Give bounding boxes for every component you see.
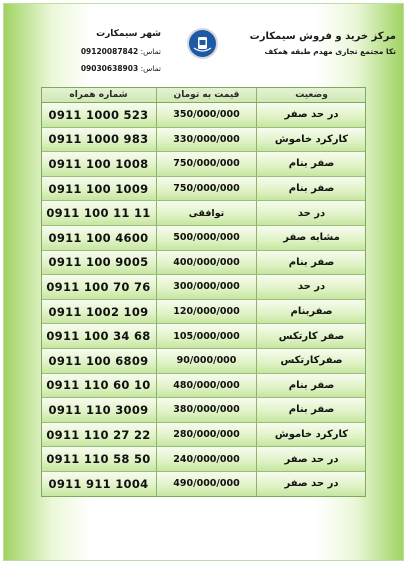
price-cell: 500/000/000 <box>156 226 256 250</box>
status-cell: در حد <box>256 275 366 299</box>
status-cell: در حد <box>256 201 366 225</box>
table-row <box>41 177 366 202</box>
table-row <box>41 300 366 325</box>
phone-cell: 0911 100 6809 <box>48 353 149 368</box>
column-header-price: قیمت به تومان <box>156 87 256 102</box>
status-cell: در حد صفر <box>256 103 366 127</box>
table-row <box>41 447 366 472</box>
table-row <box>41 472 366 497</box>
company-address: تکا مجتمع تجاری مهدم طبقه همکف <box>264 47 396 56</box>
phone-cell: 0911 110 60 10 <box>46 378 151 393</box>
status-cell: صفرکارتکس <box>256 349 366 373</box>
contact-phone-2 <box>11 64 161 73</box>
phone-cell: 0911 100 9005 <box>48 255 149 270</box>
status-cell: صفربنام <box>256 300 366 324</box>
phone-cell: 0911 100 1009 <box>48 181 149 196</box>
status-cell: در حد صفر <box>256 447 366 471</box>
table-row <box>41 251 366 276</box>
table-row <box>41 324 366 349</box>
status-cell: صفر بنام <box>256 374 366 398</box>
phone-cell: 0911 1002 109 <box>48 304 149 319</box>
phone-label-2: تماس: <box>140 64 161 73</box>
status-cell: صفر کارتکس <box>256 324 366 348</box>
sim-card-logo-icon <box>187 28 218 59</box>
phone-cell: 0911 100 70 76 <box>46 279 151 294</box>
table-row <box>41 103 366 128</box>
price-cell: 240/000/000 <box>156 447 256 471</box>
table-row <box>41 152 366 177</box>
status-cell: صفر بنام <box>256 251 366 275</box>
price-cell: 750/000/000 <box>156 152 256 176</box>
status-cell: صفر بنام <box>256 398 366 422</box>
phone-cell: 0911 110 58 50 <box>46 452 151 467</box>
table-row <box>41 128 366 153</box>
table-row <box>41 374 366 399</box>
price-table <box>41 87 366 497</box>
price-cell: 300/000/000 <box>156 275 256 299</box>
column-header-phone: شماره همراه <box>69 89 128 100</box>
price-cell: 120/000/000 <box>156 300 256 324</box>
table-row <box>41 398 366 423</box>
price-cell: 490/000/000 <box>156 472 256 496</box>
phone-cell: 0911 100 11 11 <box>46 206 151 221</box>
price-cell: 400/000/000 <box>156 251 256 275</box>
price-cell: 350/000/000 <box>156 103 256 127</box>
status-cell: صفر بنام <box>256 152 366 176</box>
company-title: مرکز خرید و فروش سیمکارت <box>249 31 396 42</box>
table-body <box>41 103 366 497</box>
price-cell: 480/000/000 <box>156 374 256 398</box>
column-header-status: وضعیت <box>256 87 366 102</box>
table-row <box>41 275 366 300</box>
header <box>3 3 404 81</box>
phone-cell: 0911 100 1008 <box>48 156 149 171</box>
phone-cell: 0911 911 1004 <box>48 476 149 491</box>
phone-cell: 0911 1000 523 <box>48 107 149 122</box>
price-cell: 750/000/000 <box>156 177 256 201</box>
table-row <box>41 226 366 251</box>
phone-value-2: 09030638903 <box>80 64 139 73</box>
table-row <box>41 201 366 226</box>
phone-cell: 0911 100 34 68 <box>46 329 151 344</box>
price-cell: 380/000/000 <box>156 398 256 422</box>
table-row <box>41 423 366 448</box>
price-cell: 330/000/000 <box>156 128 256 152</box>
price-cell: توافقی <box>156 201 256 225</box>
city-title: شهر سیمکارت <box>96 29 161 39</box>
status-cell: کارکرد خاموش <box>256 128 366 152</box>
status-cell: در حد صفر <box>256 472 366 496</box>
price-cell: 90/000/000 <box>156 349 256 373</box>
price-cell: 280/000/000 <box>156 423 256 447</box>
price-cell: 105/000/000 <box>156 324 256 348</box>
phone-cell: 0911 1000 983 <box>48 132 149 147</box>
table-header-row <box>41 87 366 103</box>
phone-cell: 0911 110 3009 <box>48 402 149 417</box>
table-row <box>41 349 366 374</box>
status-cell: صفر بنام <box>256 177 366 201</box>
price-list-sheet <box>3 3 404 561</box>
status-cell: مشابه صفر <box>256 226 366 250</box>
contact-phone-1 <box>11 47 161 56</box>
phone-cell: 0911 110 27 22 <box>46 427 151 442</box>
phone-label-1: تماس: <box>140 47 161 56</box>
phone-cell: 0911 100 4600 <box>48 230 149 245</box>
status-cell: کارکرد خاموش <box>256 423 366 447</box>
phone-value-1: 09120087842 <box>80 47 139 56</box>
